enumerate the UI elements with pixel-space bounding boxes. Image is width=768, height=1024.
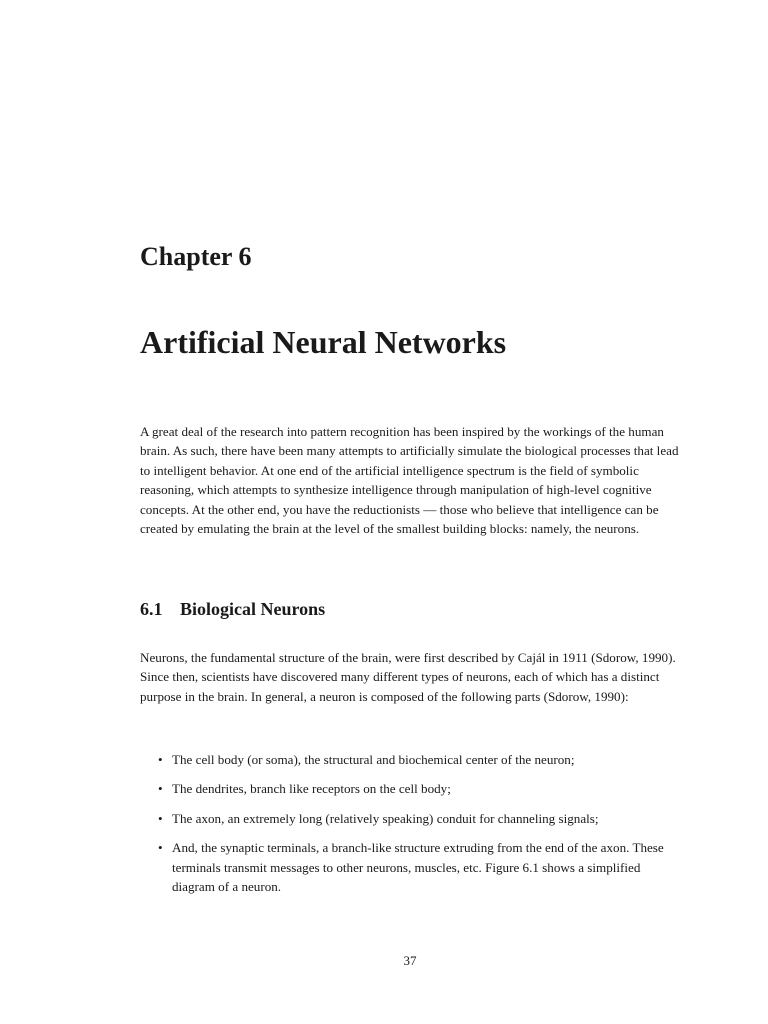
bullet-icon: • [158, 781, 163, 797]
bullet-icon: • [158, 810, 163, 826]
list-item [140, 809, 680, 828]
section-number: 6.1 [140, 599, 163, 619]
list-item [140, 750, 680, 769]
section-heading [140, 597, 325, 621]
list-item-text: The axon, an extremely long (relatively speaking) conduit for channeling signals; [172, 810, 599, 826]
chapter-title: Artificial Neural Networks [140, 324, 507, 360]
bullet-icon: • [158, 840, 163, 856]
section-paragraph: Neurons, the fundamental structure of the brain, were first described by Cajál in 1911 (Sdorow, 1990). Since then, scientists have discovered many different types of neurons, each of which has a distinct purpose in the brain. In general, a neuron is composed of the following parts (Sdorow, 1990): [140, 650, 676, 704]
list-item [140, 838, 680, 896]
section-title: Biological Neurons [180, 599, 326, 619]
intro-paragraph: A great deal of the research into pattern recognition has been inspired by the workings of the human brain. As such, there have been many attempts to artificially simulate the biological processes that lead to intelligent behavior. At one end of the artificial intelligence spectrum is the field of symbolic reasoning, which attempts to synthesize intelligence through manipulation of high-level cognitive concepts. At the other end, you have the reductionists — those who believe that intelligence can be created by emulating the brain at the level of the smallest building blocks: namely, the neurons. [140, 424, 679, 537]
page-number: 37 [403, 953, 417, 968]
list-item-text: The cell body (or soma), the structural and biochemical center of the neuron; [172, 752, 575, 767]
list-item-text: And, the synaptic terminals, a branch-like structure extruding from the end of the axon. These terminals transmit messages to other neurons, muscles, etc. Figure 6.1 shows a simplified diagram of a neuron. [172, 840, 664, 895]
chapter-label: Chapter 6 [140, 242, 252, 271]
list-item [140, 779, 680, 798]
document-page [140, 0, 680, 1024]
list-item-text: The dendrites, branch like receptors on the cell body; [172, 781, 451, 797]
bullet-list [140, 750, 680, 906]
bullet-icon: • [158, 752, 163, 767]
